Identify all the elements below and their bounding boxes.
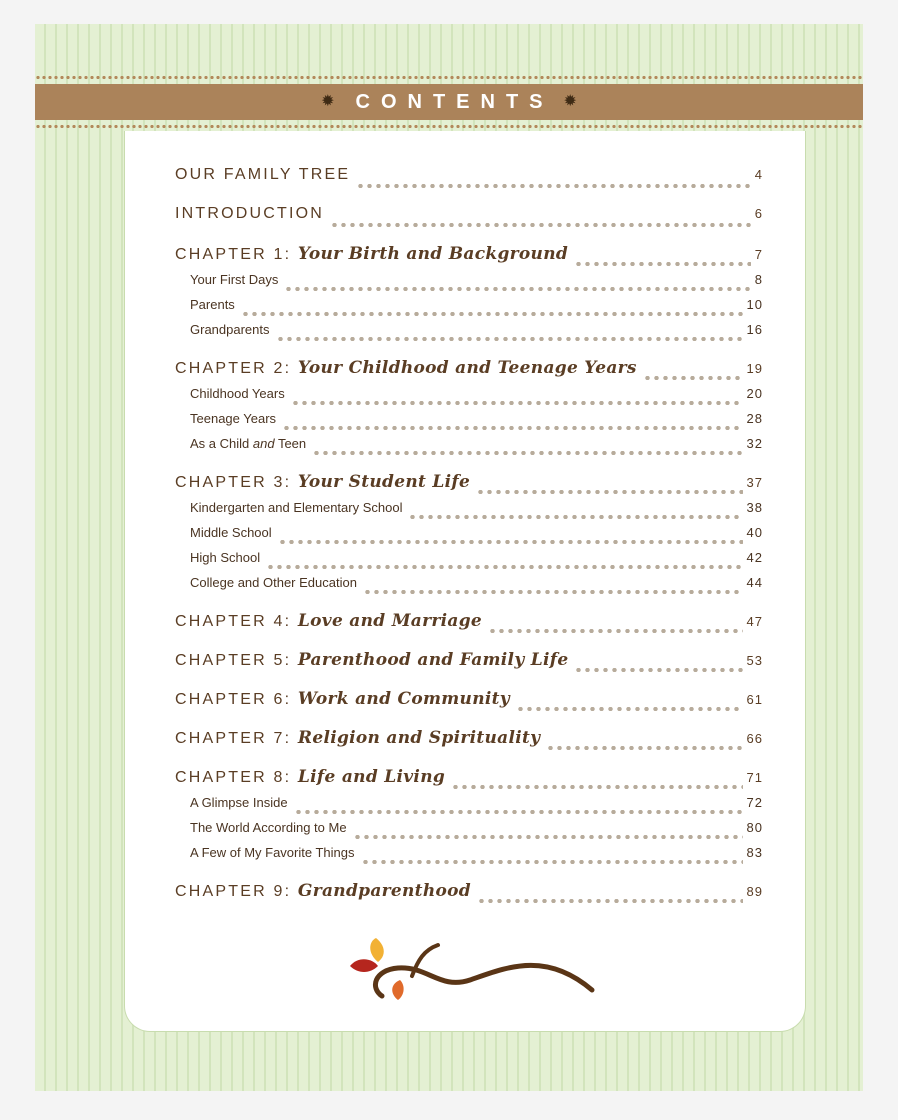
toc-entry-chapter-2[interactable] [175, 358, 763, 386]
red-leaf [350, 959, 378, 972]
toc-subentry[interactable] [175, 411, 763, 436]
dot-leader [353, 835, 743, 839]
band-bottom-dots [35, 125, 863, 128]
toc-entry-family-tree[interactable] [175, 166, 763, 194]
chapter-title: Grandparenthood [297, 881, 471, 901]
page-number: 8 [754, 272, 763, 287]
toc-entry-chapter-8[interactable] [175, 767, 763, 795]
toc-label: Childhood Years [190, 386, 285, 401]
toc-label [190, 436, 306, 451]
page-number: 83 [746, 845, 763, 860]
label-emphasis: and [252, 436, 275, 451]
toc-label: Your First Days [190, 272, 279, 287]
yellow-leaf [370, 938, 384, 962]
label-part: Teen [274, 436, 307, 451]
dot-leader [451, 785, 742, 789]
chapter-title: Your Student Life [297, 472, 471, 492]
chapter-prefix: CHAPTER 5: [175, 652, 292, 669]
toc-subentry[interactable] [175, 322, 763, 347]
toc-subentry[interactable] [175, 297, 763, 322]
toc-label: High School [190, 550, 261, 565]
toc-subentry[interactable] [175, 550, 763, 575]
toc-label: INTRODUCTION [175, 205, 325, 222]
chapter-title: Your Childhood and Teenage Years [297, 358, 637, 378]
toc-label: OUR FAMILY TREE [175, 166, 351, 183]
toc-label [175, 650, 568, 670]
dot-leader [284, 287, 750, 291]
toc-label [175, 728, 540, 748]
toc-label: Parents [190, 297, 235, 312]
page-number: 89 [746, 884, 763, 899]
toc-entry-chapter-7[interactable] [175, 728, 763, 756]
page-number: 28 [746, 411, 763, 426]
toc-entry-chapter-3[interactable] [175, 472, 763, 500]
toc-label [175, 358, 637, 378]
toc-subentry[interactable] [175, 820, 763, 845]
toc-subentry[interactable] [175, 436, 763, 461]
chapter-prefix: CHAPTER 7: [175, 730, 292, 747]
dot-leader [574, 668, 742, 672]
dot-leader [276, 337, 743, 341]
page-number: 72 [746, 795, 763, 810]
page-number: 6 [754, 206, 763, 221]
toc-subentry[interactable] [175, 795, 763, 820]
dot-leader [330, 223, 751, 227]
label-part: As a Child [190, 436, 253, 451]
dot-leader [363, 590, 743, 594]
dot-leader [643, 376, 743, 380]
chapter-prefix: CHAPTER 3: [175, 474, 292, 491]
chapter-prefix: CHAPTER 6: [175, 691, 292, 708]
toc-label [175, 881, 471, 901]
page-number: 10 [746, 297, 763, 312]
chapter-title: Religion and Spirituality [297, 728, 541, 748]
toc-label [175, 689, 510, 709]
chapter-prefix: CHAPTER 8: [175, 769, 292, 786]
chapter-prefix: CHAPTER 2: [175, 360, 292, 377]
toc-label: The World According to Me [190, 820, 347, 835]
chapter-title: Life and Living [297, 767, 446, 787]
page-number: 53 [746, 653, 763, 668]
toc-subentry[interactable] [175, 525, 763, 550]
dot-leader [282, 426, 743, 430]
page-number: 80 [746, 820, 763, 835]
page-number: 40 [746, 525, 763, 540]
toc-label: Teenage Years [190, 411, 277, 426]
toc-subentry[interactable] [175, 575, 763, 600]
chapter-title: Parenthood and Family Life [297, 650, 569, 670]
toc-label: A Glimpse Inside [190, 795, 288, 810]
vine-leaf-icon [340, 930, 600, 1005]
dot-leader [356, 184, 751, 188]
toc-entry-chapter-9[interactable] [175, 881, 763, 909]
chapter-title: Love and Marriage [297, 611, 483, 631]
dot-leader [266, 565, 742, 569]
toc-label: Grandparents [190, 322, 270, 337]
toc-entry-chapter-4[interactable] [175, 611, 763, 639]
vine-stem [375, 965, 592, 996]
page-number: 42 [746, 550, 763, 565]
contents-banner [35, 84, 863, 120]
dot-leader [241, 312, 743, 316]
page-number: 20 [746, 386, 763, 401]
page-number: 61 [746, 692, 763, 707]
page-number: 37 [746, 475, 763, 490]
chapter-title: Work and Community [297, 689, 510, 709]
dot-leader [294, 810, 743, 814]
table-of-contents [175, 166, 763, 909]
dot-leader [477, 899, 743, 903]
toc-subentry[interactable] [175, 386, 763, 411]
band-top-dots [35, 76, 863, 79]
toc-entry-chapter-6[interactable] [175, 689, 763, 717]
toc-label: A Few of My Favorite Things [190, 845, 355, 860]
dot-leader [291, 401, 743, 405]
dot-leader [516, 707, 743, 711]
page-title: CONTENTS [355, 90, 554, 113]
toc-label [175, 767, 445, 787]
toc-label [175, 472, 470, 492]
dot-leader [408, 515, 742, 519]
toc-label: Middle School [190, 525, 272, 540]
toc-label: Kindergarten and Elementary School [190, 500, 403, 515]
page-number: 4 [754, 167, 763, 182]
dot-leader [476, 490, 742, 494]
toc-label: College and Other Education [190, 575, 357, 590]
toc-label [175, 244, 568, 264]
page-number: 19 [746, 361, 763, 376]
chapter-prefix: CHAPTER 9: [175, 883, 292, 900]
flower-icon: ✹ [563, 93, 577, 110]
dot-leader [361, 860, 743, 864]
toc-subentry[interactable] [175, 500, 763, 525]
page-number: 66 [746, 731, 763, 746]
toc-entry-chapter-1[interactable] [175, 244, 763, 272]
page-number: 44 [746, 575, 763, 590]
dot-leader [546, 746, 742, 750]
dot-leader [312, 451, 742, 455]
dot-leader [574, 262, 751, 266]
toc-entry-chapter-5[interactable] [175, 650, 763, 678]
page-number: 47 [746, 614, 763, 629]
page-number: 16 [746, 322, 763, 337]
page-number: 38 [746, 500, 763, 515]
page-number: 7 [754, 247, 763, 262]
toc-subentry[interactable] [175, 845, 763, 870]
toc-subentry[interactable] [175, 272, 763, 297]
dot-leader [488, 629, 743, 633]
chapter-prefix: CHAPTER 4: [175, 613, 292, 630]
page-number: 71 [746, 770, 763, 785]
flower-icon: ✹ [321, 93, 335, 110]
toc-label [175, 611, 482, 631]
orange-leaf [392, 980, 403, 1000]
toc-entry-introduction[interactable] [175, 205, 763, 233]
dot-leader [278, 540, 743, 544]
page-number: 32 [746, 436, 763, 451]
chapter-title: Your Birth and Background [297, 244, 569, 264]
chapter-prefix: CHAPTER 1: [175, 246, 292, 263]
